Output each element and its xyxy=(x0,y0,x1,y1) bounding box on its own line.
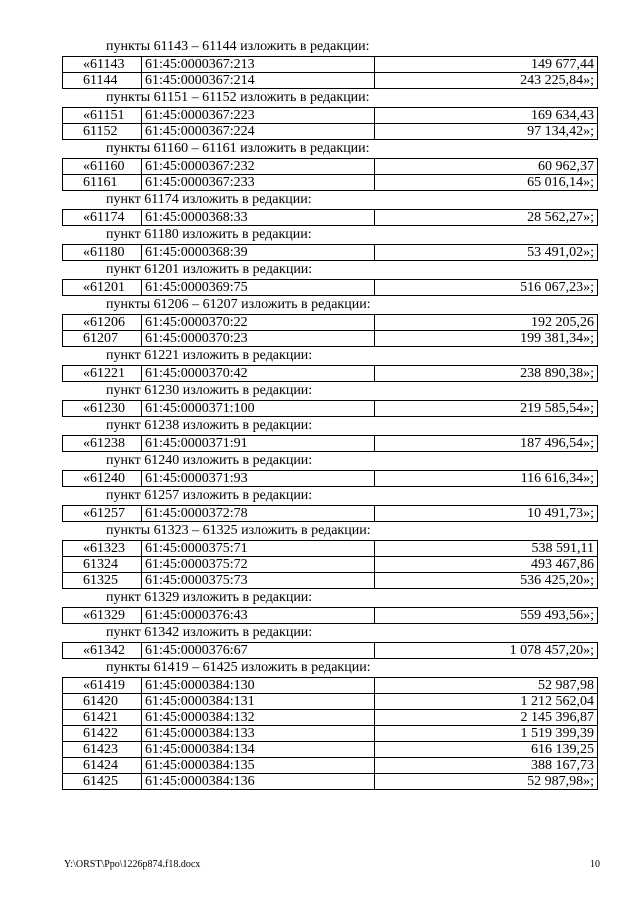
cadastral-number-cell: 61:45:0000370:22 xyxy=(142,315,375,331)
cadastral-number-cell: 61:45:0000375:72 xyxy=(142,557,375,573)
table-row xyxy=(63,401,598,417)
item-number-cell: «61206 xyxy=(63,315,142,331)
value-cell: 616 139,25 xyxy=(375,742,598,758)
amendment-instruction: пункт 61257 изложить в редакции: xyxy=(106,488,313,503)
value-cell: 516 067,23»; xyxy=(375,280,598,296)
amendment-table xyxy=(62,540,598,589)
cadastral-number-cell: 61:45:0000367:233 xyxy=(142,175,375,191)
item-number-cell: «61323 xyxy=(63,541,142,557)
cadastral-number-cell: 61:45:0000384:134 xyxy=(142,742,375,758)
table-row xyxy=(63,557,598,573)
value-cell: 169 634,43 xyxy=(375,108,598,124)
item-number-cell: «61342 xyxy=(63,643,142,659)
table-row xyxy=(63,726,598,742)
item-number-cell: 61423 xyxy=(63,742,142,758)
value-cell: 1 519 399,39 xyxy=(375,726,598,742)
table-row xyxy=(63,471,598,487)
amendment-table xyxy=(62,642,598,659)
table-row xyxy=(63,73,598,89)
amendment-instruction: пункт 61240 изложить в редакции: xyxy=(106,453,313,468)
amendment-table xyxy=(62,677,598,790)
cadastral-number-cell: 61:45:0000384:130 xyxy=(142,678,375,694)
footer-file-path: Y:\ORST\Ppo\1226p874.f18.docx xyxy=(64,859,201,870)
value-cell: 97 134,42»; xyxy=(375,124,598,140)
item-number-cell: «61240 xyxy=(63,471,142,487)
cadastral-number-cell: 61:45:0000367:224 xyxy=(142,124,375,140)
table-row xyxy=(63,608,598,624)
amendment-instruction: пункты 61160 – 61161 изложить в редакции: xyxy=(106,141,370,156)
item-number-cell: «61174 xyxy=(63,210,142,226)
table-row xyxy=(63,774,598,790)
table-row xyxy=(63,210,598,226)
value-cell: 52 987,98»; xyxy=(375,774,598,790)
table-row xyxy=(63,331,598,347)
cadastral-number-cell: 61:45:0000370:42 xyxy=(142,366,375,382)
cadastral-number-cell: 61:45:0000384:132 xyxy=(142,710,375,726)
amendment-instruction: пункты 61151 – 61152 изложить в редакции: xyxy=(106,90,370,105)
amendment-instruction: пункт 61230 изложить в редакции: xyxy=(106,383,313,398)
cadastral-number-cell: 61:45:0000367:232 xyxy=(142,159,375,175)
cadastral-number-cell: 61:45:0000367:214 xyxy=(142,73,375,89)
value-cell: 1 078 457,20»; xyxy=(375,643,598,659)
amendment-table xyxy=(62,505,598,522)
amendment-table xyxy=(62,365,598,382)
value-cell: 243 225,84»; xyxy=(375,73,598,89)
amendment-table xyxy=(62,244,598,261)
amendment-table xyxy=(62,470,598,487)
item-number-cell: 61324 xyxy=(63,557,142,573)
table-row xyxy=(63,643,598,659)
cadastral-number-cell: 61:45:0000376:43 xyxy=(142,608,375,624)
table-row xyxy=(63,175,598,191)
value-cell: 149 677,44 xyxy=(375,57,598,73)
amendment-table xyxy=(62,279,598,296)
value-cell: 388 167,73 xyxy=(375,758,598,774)
table-row xyxy=(63,436,598,452)
value-cell: 238 890,38»; xyxy=(375,366,598,382)
item-number-cell: 61425 xyxy=(63,774,142,790)
table-row xyxy=(63,159,598,175)
item-number-cell: «61151 xyxy=(63,108,142,124)
amendment-instruction: пункт 61329 изложить в редакции: xyxy=(106,590,313,605)
item-number-cell: «61201 xyxy=(63,280,142,296)
cadastral-number-cell: 61:45:0000372:78 xyxy=(142,506,375,522)
table-row xyxy=(63,758,598,774)
item-number-cell: 61325 xyxy=(63,573,142,589)
cadastral-number-cell: 61:45:0000384:135 xyxy=(142,758,375,774)
table-row xyxy=(63,245,598,261)
document-body xyxy=(62,38,598,790)
item-number-cell: «61160 xyxy=(63,159,142,175)
amendment-instruction: пункт 61180 изложить в редакции: xyxy=(106,227,312,242)
item-number-cell: 61161 xyxy=(63,175,142,191)
amendment-table xyxy=(62,400,598,417)
cadastral-number-cell: 61:45:0000371:91 xyxy=(142,436,375,452)
item-number-cell: «61419 xyxy=(63,678,142,694)
item-number-cell: 61422 xyxy=(63,726,142,742)
page-footer xyxy=(64,858,600,872)
cadastral-number-cell: 61:45:0000368:39 xyxy=(142,245,375,261)
amendment-instruction: пункт 61342 изложить в редакции: xyxy=(106,625,313,640)
table-row xyxy=(63,315,598,331)
cadastral-number-cell: 61:45:0000384:136 xyxy=(142,774,375,790)
cadastral-number-cell: 61:45:0000371:93 xyxy=(142,471,375,487)
table-row xyxy=(63,710,598,726)
cadastral-number-cell: 61:45:0000375:73 xyxy=(142,573,375,589)
item-number-cell: «61238 xyxy=(63,436,142,452)
cadastral-number-cell: 61:45:0000367:223 xyxy=(142,108,375,124)
table-row xyxy=(63,742,598,758)
amendment-instruction: пункт 61221 изложить в редакции: xyxy=(106,348,313,363)
value-cell: 536 425,20»; xyxy=(375,573,598,589)
value-cell: 493 467,86 xyxy=(375,557,598,573)
value-cell: 192 205,26 xyxy=(375,315,598,331)
value-cell: 60 962,37 xyxy=(375,159,598,175)
amendment-table xyxy=(62,209,598,226)
item-number-cell: «61329 xyxy=(63,608,142,624)
table-row xyxy=(63,678,598,694)
item-number-cell: «61257 xyxy=(63,506,142,522)
value-cell: 28 562,27»; xyxy=(375,210,598,226)
cadastral-number-cell: 61:45:0000367:213 xyxy=(142,57,375,73)
item-number-cell: 61144 xyxy=(63,73,142,89)
amendment-instruction: пункт 61238 изложить в редакции: xyxy=(106,418,313,433)
value-cell: 559 493,56»; xyxy=(375,608,598,624)
item-number-cell: 61424 xyxy=(63,758,142,774)
cadastral-number-cell: 61:45:0000384:131 xyxy=(142,694,375,710)
item-number-cell: «61143 xyxy=(63,57,142,73)
value-cell: 2 145 396,87 xyxy=(375,710,598,726)
amendment-instruction: пункт 61201 изложить в редакции: xyxy=(106,262,313,277)
item-number-cell: 61207 xyxy=(63,331,142,347)
value-cell: 53 491,02»; xyxy=(375,245,598,261)
value-cell: 187 496,54»; xyxy=(375,436,598,452)
cadastral-number-cell: 61:45:0000384:133 xyxy=(142,726,375,742)
cadastral-number-cell: 61:45:0000368:33 xyxy=(142,210,375,226)
value-cell: 116 616,34»; xyxy=(375,471,598,487)
table-row xyxy=(63,280,598,296)
value-cell: 199 381,34»; xyxy=(375,331,598,347)
value-cell: 219 585,54»; xyxy=(375,401,598,417)
table-row xyxy=(63,573,598,589)
value-cell: 538 591,11 xyxy=(375,541,598,557)
cadastral-number-cell: 61:45:0000376:67 xyxy=(142,643,375,659)
item-number-cell: 61421 xyxy=(63,710,142,726)
value-cell: 52 987,98 xyxy=(375,678,598,694)
amendment-instruction: пункты 61143 – 61144 изложить в редакции: xyxy=(106,39,370,54)
value-cell: 1 212 562,04 xyxy=(375,694,598,710)
table-row xyxy=(63,366,598,382)
value-cell: 65 016,14»; xyxy=(375,175,598,191)
table-row xyxy=(63,541,598,557)
table-row xyxy=(63,506,598,522)
value-cell: 10 491,73»; xyxy=(375,506,598,522)
amendment-table xyxy=(62,607,598,624)
amendment-table xyxy=(62,158,598,191)
cadastral-number-cell: 61:45:0000375:71 xyxy=(142,541,375,557)
amendment-instruction: пункт 61174 изложить в редакции: xyxy=(106,192,312,207)
amendment-instruction: пункты 61419 – 61425 изложить в редакции: xyxy=(106,660,371,675)
item-number-cell: «61221 xyxy=(63,366,142,382)
item-number-cell: 61420 xyxy=(63,694,142,710)
table-row xyxy=(63,57,598,73)
table-row xyxy=(63,694,598,710)
item-number-cell: «61230 xyxy=(63,401,142,417)
cadastral-number-cell: 61:45:0000369:75 xyxy=(142,280,375,296)
amendment-instruction: пункты 61323 – 61325 изложить в редакции: xyxy=(106,523,371,538)
amendment-instruction: пункты 61206 – 61207 изложить в редакции: xyxy=(106,297,371,312)
table-row xyxy=(63,108,598,124)
amendment-table xyxy=(62,56,598,89)
amendment-table xyxy=(62,107,598,140)
cadastral-number-cell: 61:45:0000371:100 xyxy=(142,401,375,417)
page-number: 10 xyxy=(590,859,600,870)
amendment-table xyxy=(62,314,598,347)
cadastral-number-cell: 61:45:0000370:23 xyxy=(142,331,375,347)
amendment-table xyxy=(62,435,598,452)
item-number-cell: 61152 xyxy=(63,124,142,140)
item-number-cell: «61180 xyxy=(63,245,142,261)
table-row xyxy=(63,124,598,140)
